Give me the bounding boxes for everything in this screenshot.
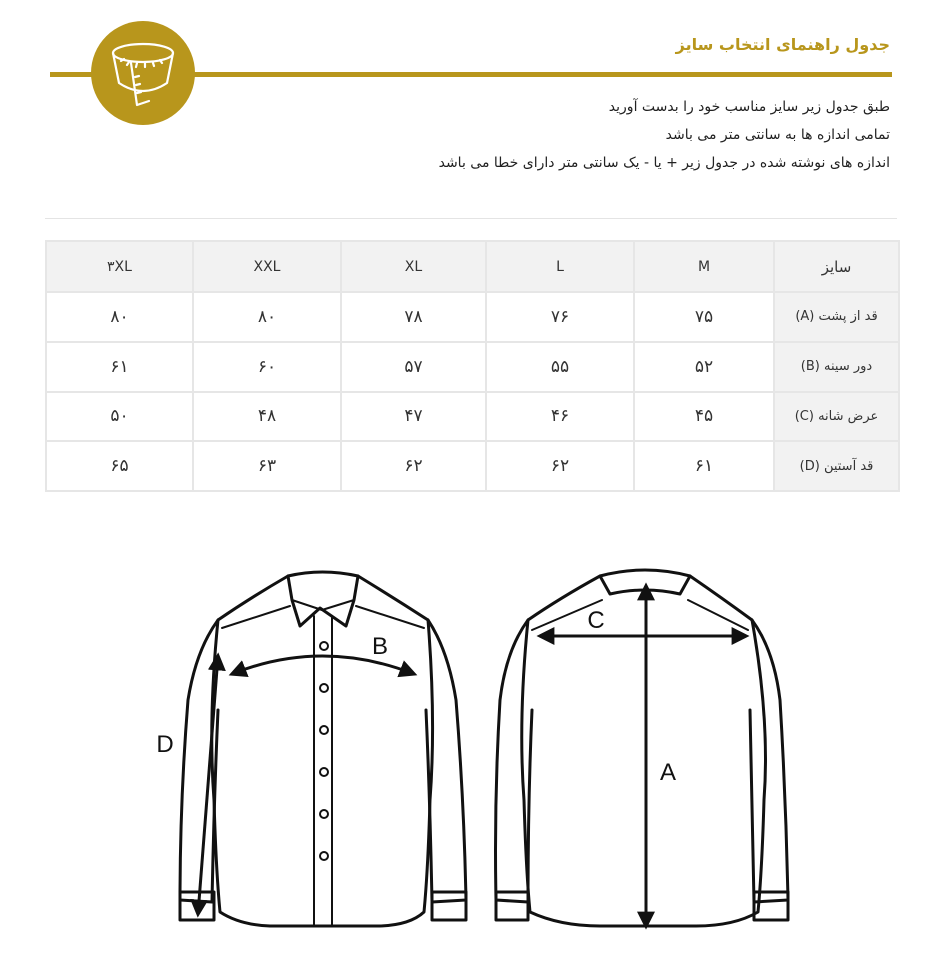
table-row xyxy=(46,392,899,442)
table-cell: ۶۱ xyxy=(46,342,193,392)
size-header: ۳XL xyxy=(46,241,193,292)
size-header: L xyxy=(486,241,634,292)
note-line: طبق جدول زیر سایز مناسب خود را بدست آورید xyxy=(608,99,890,115)
table-row xyxy=(46,342,899,392)
size-header: XXL xyxy=(193,241,341,292)
table-cell: ۵۷ xyxy=(341,342,486,392)
table-cell: ۴۸ xyxy=(193,392,341,442)
section-divider xyxy=(45,218,897,219)
page-title: جدول راهنمای انتخاب سایز xyxy=(675,35,890,54)
chest-label: B xyxy=(371,633,389,660)
size-header: XL xyxy=(341,241,486,292)
table-cell: ۶۰ xyxy=(193,342,341,392)
size-header: M xyxy=(634,241,774,292)
front-shirt-illustration xyxy=(180,572,466,926)
table-cell: ۴۵ xyxy=(634,392,774,442)
note-line: اندازه های نوشته شده در جدول زیر + یا - یک سانتی متر دارای خطا می باشد xyxy=(438,155,890,171)
table-row xyxy=(46,441,899,491)
row-label: دور سینه (B) xyxy=(774,342,899,392)
table-cell: ۶۱ xyxy=(634,441,774,491)
table-cell: ۴۶ xyxy=(486,392,634,442)
table-cell: ۶۲ xyxy=(341,441,486,491)
table-cell: ۷۶ xyxy=(486,292,634,342)
back-shirt-illustration xyxy=(496,570,789,926)
measuring-tape-icon xyxy=(91,21,195,125)
row-label: عرض شانه (C) xyxy=(774,392,899,442)
table-header-row xyxy=(46,241,899,292)
table-cell: ۶۲ xyxy=(486,441,634,491)
notes-list xyxy=(439,93,890,177)
sleeve-label: D xyxy=(156,731,174,758)
table-cell: ۸۰ xyxy=(46,292,193,342)
table-cell: ۷۵ xyxy=(634,292,774,342)
table-cell: ۶۵ xyxy=(46,441,193,491)
row-label: قد از پشت (A) xyxy=(774,292,899,342)
table-row xyxy=(46,292,899,342)
size-table xyxy=(45,240,900,492)
table-cell: ۵۲ xyxy=(634,342,774,392)
table-cell: ۵۵ xyxy=(486,342,634,392)
table-cell: ۴۷ xyxy=(341,392,486,442)
length-label: A xyxy=(659,759,677,786)
table-corner-label: سایز xyxy=(774,241,899,292)
note-line: تمامی اندازه ها به سانتی متر می باشد xyxy=(665,127,890,143)
row-label: قد آستین (D) xyxy=(774,441,899,491)
table-cell: ۵۰ xyxy=(46,392,193,442)
shirt-measurement-diagram xyxy=(0,540,942,960)
table-cell: ۷۸ xyxy=(341,292,486,342)
shoulder-label: C xyxy=(587,607,605,634)
table-cell: ۶۳ xyxy=(193,441,341,491)
table-cell: ۸۰ xyxy=(193,292,341,342)
